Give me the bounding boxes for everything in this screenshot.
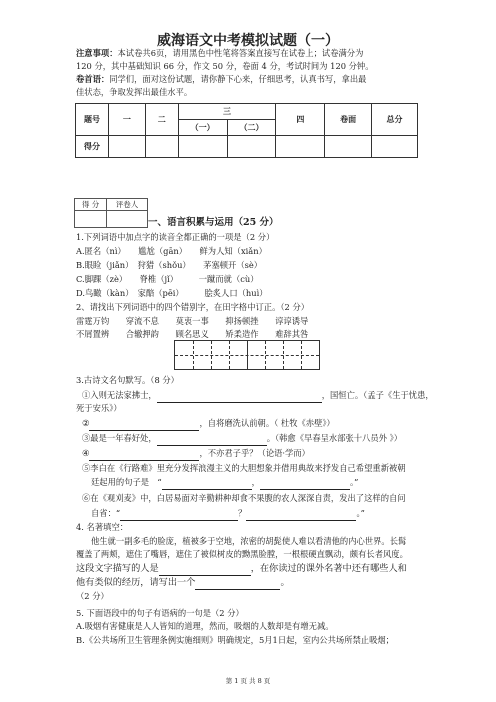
q5-option-a: A.吸烟有害健康是人人皆知的道理，然而，吸烟的人数却是有增无减。 <box>76 621 334 631</box>
header-part-2: 二 <box>145 104 178 136</box>
score-cell[interactable] <box>145 136 178 158</box>
grader-name-label: 评卷人 <box>107 199 148 211</box>
header-question-number: 题号 <box>76 104 109 136</box>
preface-line1 <box>76 73 366 86</box>
q5-option-b: B.《公共场所卫生管理条例实施细则》明确规定，5月1日起，室内公共场所禁止吸烟； <box>76 635 394 645</box>
score-cell[interactable] <box>325 136 372 158</box>
correction-grid[interactable] <box>174 340 320 370</box>
header-part-4: 四 <box>276 104 325 136</box>
q4-passage2: 覆盖了两颊，遮住了嘴唇，遮住了被似树皮的黝黑脸膛，一根根硬直飘动，颇有长者风度。 <box>76 549 408 559</box>
answer-blank[interactable] <box>89 417 199 431</box>
q3-item1: ①入则无法家拂士， ，国恒亡。（孟子《生于忧患， <box>82 389 434 403</box>
q1-option-b: B.眼睑（jiǎn） 狩猎（shǒu） 茅塞顿开（sè） <box>76 260 263 270</box>
preface-label: 卷首语： <box>76 74 110 84</box>
answer-blank[interactable] <box>246 507 356 521</box>
score-cell[interactable] <box>227 136 276 158</box>
header-neatness: 卷面 <box>325 104 372 136</box>
score-cell[interactable] <box>178 136 227 158</box>
q1-option-a: A.匿名（nì） 尴尬（gān） 鲜为人知（xiǎn） <box>76 246 267 256</box>
q3-item3: ③最是一年春好处， 。（韩愈《早春呈水部张十八员外 》） <box>82 432 402 446</box>
q3-item2: ② ，自将磨洗认前朝。（ 杜牧《赤壁》） <box>82 417 335 431</box>
score-cell[interactable] <box>372 136 418 158</box>
header-part-3: 三 <box>178 104 276 120</box>
grader-name-cell[interactable] <box>107 211 148 228</box>
q4-points: （2 分） <box>76 591 109 601</box>
section-heading: 一、语言积累与运用（25 分） <box>148 217 279 228</box>
notice-line2: 120 分，其中基础知识 66 分，作文 50 分，卷面 4 分，考试时间为 120 分钟。 <box>76 61 374 71</box>
header-total: 总分 <box>372 104 418 136</box>
grader-score-label: 得 分 <box>75 199 107 211</box>
notice-text1: 本试卷共6页，请用黑色中性笔将答案直接写在试卷上；试卷满分为 <box>117 48 364 58</box>
q4-question2: 他有类似的经历，请写出一个 。 <box>76 577 290 588</box>
q3-item1-cont: 死于安乐》） <box>76 403 122 413</box>
grader-table <box>74 198 148 228</box>
notice-label: 注意事项： <box>76 48 118 58</box>
row-score-label: 得分 <box>76 136 109 158</box>
q3-stem: 3.古诗文名句默写。（8 分） <box>76 375 179 385</box>
answer-blank[interactable] <box>195 576 280 590</box>
q4-question1: 这段文字描写的人是 ，在你读过的课外名著中还有哪些人和 <box>76 563 407 574</box>
q2-stem: 2、请找出下列词语中的四个错别字，在田字格中订正。（2 分） <box>76 302 310 312</box>
grader-score-cell[interactable] <box>75 211 107 228</box>
preface-text1: 同学们，面对这份试题，请你静下心来，仔细思考，认真书写，拿出最 <box>109 74 367 84</box>
answer-blank[interactable] <box>157 389 322 403</box>
header-part-3-sub1: （一） <box>178 120 227 136</box>
answer-blank[interactable] <box>120 507 238 521</box>
q1-option-c: C.脚踝（zè） 脊椎（jǐ） 一蹴而就（cù） <box>76 274 259 284</box>
q2-words-row1: 雷霆万钧 穿流不息 莫衷一事 抑扬顿挫 谆谆诱导 <box>76 316 309 326</box>
q5-stem: 5. 下面语段中的句子有语病的一句是（2 分） <box>76 608 244 618</box>
page-title: 威海语文中考模拟试题（一） <box>157 33 339 49</box>
answer-blank[interactable] <box>159 562 251 576</box>
q3-item6: ⑥在《观刈麦》中，白居易面对辛勤耕种却食不果腹的农人深深自责，发出了这样的自问 <box>82 493 406 503</box>
score-cell[interactable] <box>276 136 325 158</box>
header-part-3-sub2: （二） <box>227 120 276 136</box>
q3-item5: ⑤李白在《行路难》里充分发挥浪漫主义的大胆想象并借用典故来抒发自己希望重新被朝 <box>82 463 406 473</box>
notice-line1 <box>76 47 363 60</box>
q4-stem: 4. 名著填空： <box>76 522 129 532</box>
answer-blank[interactable] <box>157 432 267 446</box>
q3-item6-cont: 自省：“ ？ 。” <box>91 507 365 521</box>
q3-item5-cont: 廷起用的句子是 “ ， 。” <box>91 476 358 490</box>
q2-words-row2: 不屑置辨 合辙押韵 顾名思义 矫柔造作 难辞其咎 <box>76 329 309 339</box>
q1-option-d: D.鸟瞰（kàn） 家醅（pēi） 脍炙人口（huì） <box>76 288 268 298</box>
q1-stem: 1.下列词语中加点字的读音全都正确的一项是（2 分） <box>76 232 275 242</box>
page-footer: 第 1 页 共 8 页 <box>225 677 271 685</box>
answer-blank[interactable] <box>162 476 252 490</box>
score-table <box>75 103 418 158</box>
answer-blank[interactable] <box>260 476 350 490</box>
score-cell[interactable] <box>108 136 145 158</box>
answer-blank[interactable] <box>89 447 199 461</box>
preface-line2: 佳状态，争取发挥出最佳水平。 <box>76 87 193 97</box>
q3-item4: ④ ，不亦君子乎？（论语·学而） <box>82 447 310 461</box>
header-part-1: 一 <box>108 104 145 136</box>
q4-passage1: 他生就一副多毛的脸庞，植被多于空地，浓密的胡髭使人难以看清他的内心世界。长髯 <box>91 536 407 546</box>
